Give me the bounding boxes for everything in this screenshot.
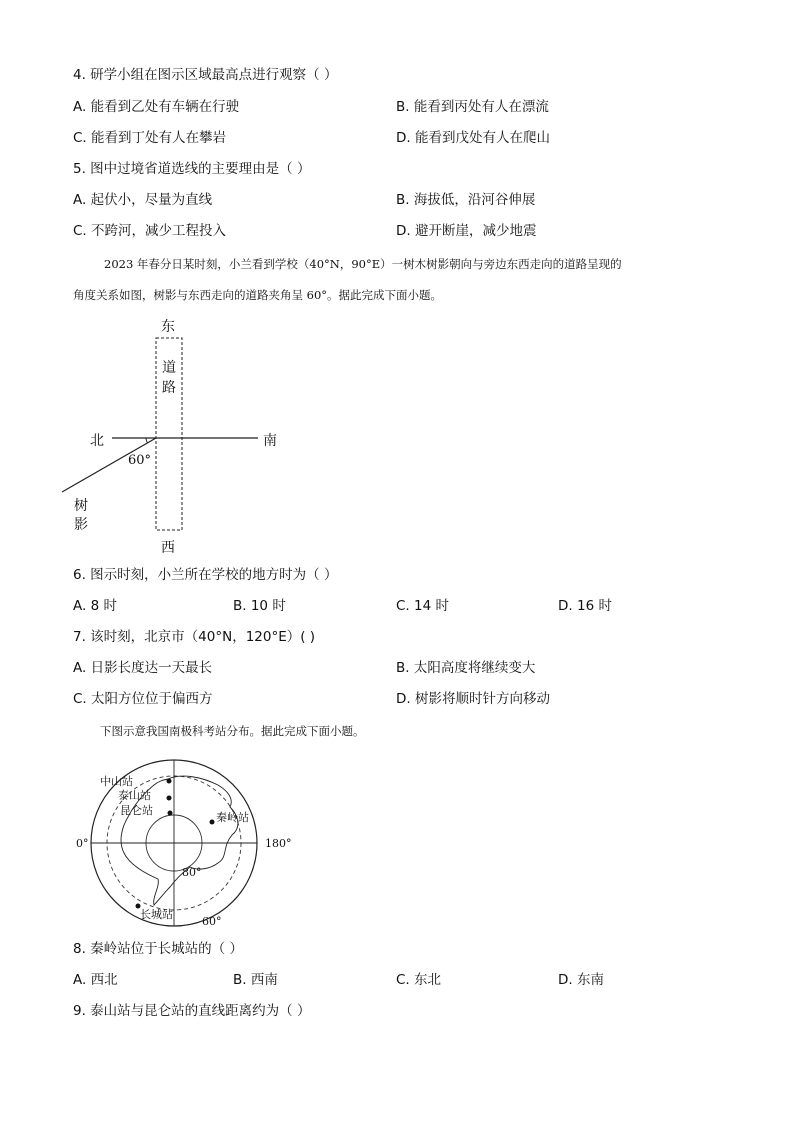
question-8-option-a: A. 西北: [73, 972, 118, 988]
question-9-stem: 9. 泰山站与昆仑站的直线距离约为（ ）: [73, 1003, 311, 1019]
figure-label-south: 南: [263, 433, 277, 449]
intro-paragraph-1-line-1: 2023 年春分日某时刻，小兰看到学校（40°N，90°E）一树木树影朝向与旁边东西走向的道路呈现的: [104, 257, 622, 271]
question-5-option-c: C. 不跨河，减少工程投入: [73, 223, 227, 239]
question-4-option-d: D. 能看到戊处有人在爬山: [396, 130, 550, 146]
question-4-option-c: C. 能看到丁处有人在攀岩: [73, 130, 227, 146]
figure-label-west: 西: [161, 540, 175, 556]
question-8-stem: 8. 秦岭站位于长城站的（ ）: [73, 941, 243, 957]
question-7-option-b: B. 太阳高度将继续变大: [396, 660, 536, 676]
figure-tree-shadow-diagram: [60, 310, 300, 560]
latitude-label-80: 80°: [182, 866, 202, 879]
road-label-char-1: 道: [162, 360, 176, 376]
question-6-stem: 6. 图示时刻，小兰所在学校的地方时为（ ）: [73, 567, 338, 583]
shadow-label-char-1: 树: [74, 498, 88, 514]
question-8-option-d: D. 东南: [558, 972, 604, 988]
question-7-option-a: A. 日影长度达一天最长: [73, 660, 213, 676]
station-dot-taishan: [167, 796, 172, 801]
latitude-label-60: 60°: [202, 915, 222, 928]
question-6-option-c: C. 14 时: [396, 598, 449, 614]
station-dot-qinling: [210, 820, 215, 825]
question-7-stem: 7. 该时刻，北京市（40°N，120°E）( ): [73, 629, 316, 645]
figure-antarctica-stations-map: [72, 755, 312, 935]
question-4-option-b: B. 能看到丙处有人在漂流: [396, 99, 549, 115]
angle-arc: [146, 438, 148, 443]
question-7-option-c: C. 太阳方位位于偏西方: [73, 691, 213, 707]
question-6-option-b: B. 10 时: [233, 598, 286, 614]
question-7-option-d: D. 树影将顺时针方向移动: [396, 691, 550, 707]
longitude-label-0: 0°: [76, 837, 89, 850]
question-5-option-b: B. 海拔低，沿河谷伸展: [396, 192, 536, 208]
longitude-label-180: 180°: [265, 837, 292, 850]
question-5-stem: 5. 图中过境省道选线的主要理由是（ ）: [73, 161, 311, 177]
question-4-option-a: A. 能看到乙处有车辆在行驶: [73, 99, 240, 115]
figure-label-east: 东: [161, 319, 175, 335]
road-label-char-2: 路: [162, 380, 176, 396]
station-label-taishan: 泰山站: [118, 789, 151, 802]
question-5-option-d: D. 避开断崖，减少地震: [396, 223, 537, 239]
question-6-option-a: A. 8 时: [73, 598, 117, 614]
station-label-zhongshan: 中山站: [100, 775, 133, 788]
station-dot-kunlun: [168, 811, 173, 816]
station-label-kunlun: 昆仑站: [120, 804, 153, 817]
intro-paragraph-1-line-2: 角度关系如图，树影与东西走向的道路夹角呈 60°。据此完成下面小题。: [73, 288, 443, 302]
station-label-qinling: 秦岭站: [216, 811, 249, 824]
question-5-option-a: A. 起伏小，尽量为直线: [73, 192, 213, 208]
angle-label: 60°: [128, 453, 152, 468]
figure-label-north: 北: [90, 433, 104, 449]
shadow-label-char-2: 影: [74, 517, 88, 533]
question-8-option-c: C. 东北: [396, 972, 442, 988]
station-label-changcheng: 长城站: [140, 908, 173, 921]
station-dot-zhongshan: [167, 779, 172, 784]
question-4-stem: 4. 研学小组在图示区域最高点进行观察（ ）: [73, 67, 338, 83]
intro-paragraph-2: 下图示意我国南极科考站分布。据此完成下面小题。: [100, 724, 365, 738]
question-6-option-d: D. 16 时: [558, 598, 612, 614]
question-8-option-b: B. 西南: [233, 972, 278, 988]
